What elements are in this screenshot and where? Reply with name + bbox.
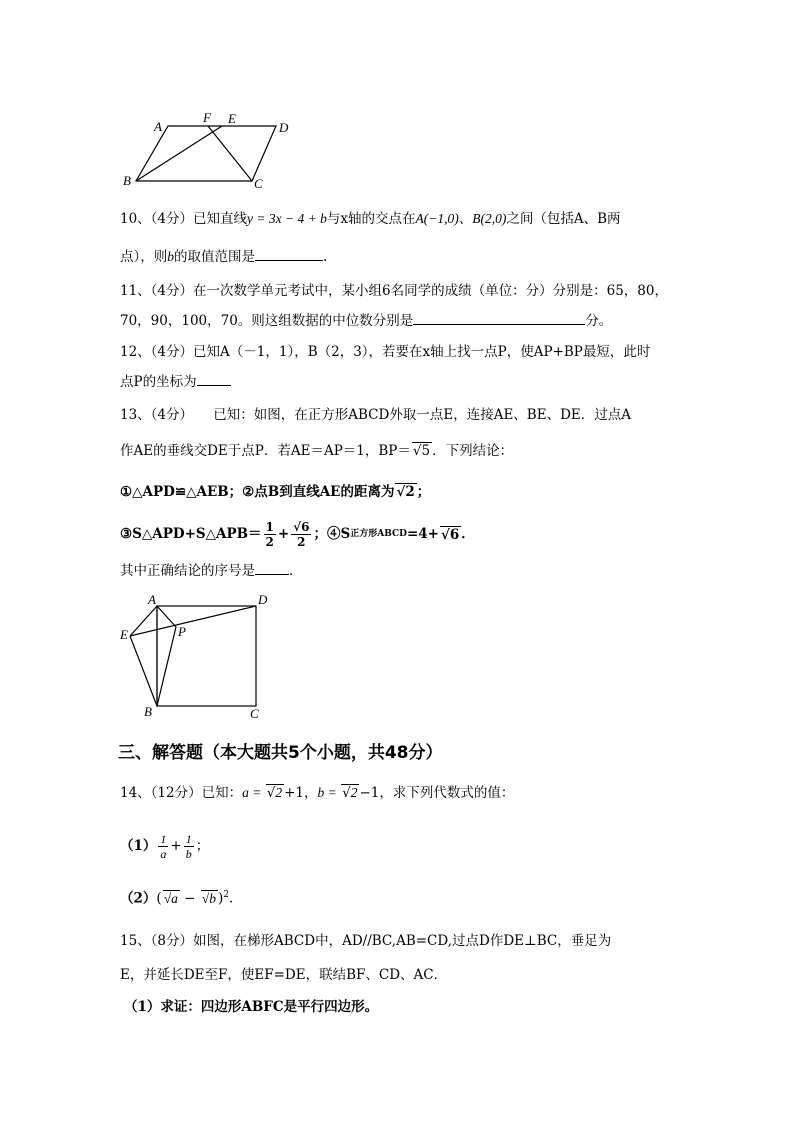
q14-comma: ，: [304, 785, 318, 801]
q13-c1-end: ；: [416, 484, 431, 500]
q14-plus: +: [170, 838, 182, 854]
q14-frac-1-over-b: [184, 832, 194, 861]
q13-plus: +: [277, 526, 290, 542]
question-10-line2: [120, 248, 327, 266]
question-13-line1: 13、（4分） 已知：如图，在正方形ABCD外取一点E，连接AE、BE、DE．过点A: [120, 407, 632, 423]
q13-final-end: ．: [289, 563, 303, 579]
q14-a-tail: +1: [284, 785, 304, 801]
label-p2: P: [178, 624, 186, 639]
question-14-line1: [120, 784, 514, 802]
label-c2: C: [250, 706, 259, 721]
segment-ce: [208, 126, 252, 181]
question-15-line3: （1）求证：四边形ABFC是平行四边形。: [124, 999, 379, 1015]
label-a: A: [154, 119, 162, 134]
question-12-line2: [120, 373, 231, 391]
segment-ae: [130, 606, 157, 636]
q13-sqrt6-value: 6: [449, 526, 460, 543]
q13-c4-end: ．: [461, 526, 475, 542]
q13-sqrt5-value: 5: [421, 443, 431, 459]
q13-frac1-num: 1: [265, 519, 274, 534]
q12-line2-text: 点P的坐标为: [120, 374, 197, 390]
q14-p1-end: ；: [195, 838, 210, 854]
q11-line2-text: 70，90，100，70。则这组数据的中位数分别是: [120, 313, 414, 329]
question-14-part2: [120, 886, 242, 908]
q13-sqrt5: √5: [412, 443, 431, 459]
label-a2: A: [148, 592, 156, 607]
square-abcd: [157, 606, 256, 706]
q14-frac2-num: 1: [185, 831, 192, 846]
q14-p2-open: (: [156, 890, 162, 907]
question-13-line2: [120, 442, 513, 460]
q10-mid: 与x轴的交点在: [326, 211, 416, 227]
q14-b-tail: −1: [359, 785, 380, 801]
q14-b-sqrt-value: 2: [350, 785, 358, 800]
label-d2: D: [258, 592, 268, 607]
label-e2: E: [120, 627, 128, 642]
q14-tail: ，求下列代数式的值：: [379, 785, 515, 801]
q14-frac1-den: a: [160, 846, 167, 861]
q14-p2-close: ): [217, 890, 224, 907]
segment-pb: [157, 627, 176, 706]
label-f: F: [203, 110, 211, 125]
q13-line2a: 作AE的垂线交DE于点P．若AE＝AP＝1，BP＝: [120, 443, 411, 459]
label-e: E: [228, 111, 236, 126]
parallelogram-abcd: [136, 126, 276, 181]
q10-line2-prefix: 点），则: [120, 249, 168, 265]
q14-b-eq: b =: [317, 785, 341, 800]
q14-a-sqrt: √2: [266, 785, 283, 801]
q13-frac1-den: 2: [265, 534, 274, 549]
q14-frac2-den: b: [185, 846, 192, 861]
q10-sep: 、: [458, 211, 473, 227]
q14-frac-1-over-a: [158, 832, 168, 861]
q10-var-b: b: [167, 249, 174, 264]
question-12-line1: 12、（4分）已知A（－1，1），B（2，3），若要在x轴上找一点P，使AP+BP最短，此时: [120, 344, 651, 360]
q14-p2-label: （2）: [120, 890, 157, 907]
q14-p2-sqrt-a-value: a: [171, 890, 178, 906]
label-d: D: [279, 120, 289, 135]
label-b: B: [123, 173, 131, 188]
q13-c1-text: ①△APD≌△AEB；②点B到直线AE的距离为: [120, 484, 395, 500]
label-b2: B: [144, 704, 152, 719]
q14-p2-sqrt-a: √a: [163, 890, 178, 906]
figure-square-abcd: [116, 592, 276, 722]
question-15-line1: 15、（8分）如图，在梯形ABCD中，AD//BC,AB=CD,过点D作DE⊥BC，垂足为: [120, 933, 612, 949]
q13-frac2-den: 2: [297, 534, 306, 549]
segment-ap: [157, 606, 176, 627]
q13-c3-tail: =4+: [406, 526, 439, 542]
q13-frac-half: [264, 520, 276, 549]
q14-b-sqrt: √2: [342, 785, 358, 801]
q14-p2-minus: −: [179, 890, 200, 907]
q14-p2-sqrt-b: √b: [201, 890, 216, 906]
q14-a-eq: a =: [242, 785, 265, 800]
q10-line2-tail: 的取值范围是: [174, 249, 255, 265]
q10-answer-blank[interactable]: [255, 248, 323, 261]
q13-sqrt6: √6: [440, 526, 460, 543]
q13-sqrt2-value: 2: [405, 484, 415, 500]
q14-p1-label: （1）: [120, 838, 157, 854]
q10-end: .: [323, 249, 328, 265]
q10-prefix: 10、（4分）已知直线: [120, 211, 248, 227]
q13-sqrt2: √2: [396, 484, 415, 500]
question-11-line1: 11、（4分）在一次数学单元考试中，某小组6名同学的成绩（单位：分）分别是：65，80，: [120, 283, 668, 299]
q13-line2b: ．下列结论：: [432, 443, 514, 459]
question-15-line2: E，并延长DE至F，使EF=DE，联结BF、CD、AC．: [120, 967, 448, 983]
q10-equation: y = 3x − 4 + b: [247, 211, 327, 226]
q13-frac2-num: √6: [293, 519, 310, 534]
q10-point-a: A(−1,0): [415, 211, 459, 226]
segment-ed: [130, 606, 256, 636]
q14-p2-exponent: 2: [223, 890, 229, 900]
q13-c3-text: ③S△APD+S△APB＝: [120, 526, 262, 542]
question-11-line2: [120, 312, 612, 330]
question-14-part1: [120, 828, 209, 864]
q14-prefix: 14、（12分）已知：: [120, 785, 243, 801]
q13-c3-subscript: 正方形ABCD: [350, 529, 407, 539]
q11-answer-blank[interactable]: [413, 312, 585, 325]
q14-p2-end: ．: [228, 890, 243, 907]
segment-bf: [136, 126, 222, 181]
q11-end: 分。: [585, 313, 613, 329]
question-13-conclusion-1-2: [120, 483, 430, 501]
section-3-title: 三、解答题（本大题共5个小题，共48分）: [118, 743, 443, 763]
q13-final-text: 其中正确结论的序号是: [120, 563, 255, 579]
figure-parallelogram: [118, 106, 298, 192]
q10-point-b: B(2,0): [472, 211, 507, 226]
question-13-conclusion-3-4: [120, 516, 475, 552]
q10-tail: 之间（包括A、B两: [506, 211, 621, 227]
q12-answer-blank[interactable]: [197, 373, 231, 386]
q14-p2-sqrt-b-value: b: [209, 890, 216, 906]
q13-c3-mid: ；④S: [313, 526, 351, 542]
q13-answer-blank[interactable]: [255, 562, 289, 575]
question-13-final-line: [120, 562, 303, 580]
q14-frac1-num: 1: [160, 831, 167, 846]
q13-frac-sqrt6-half: [291, 520, 311, 549]
q14-a-sqrt-value: 2: [275, 785, 283, 800]
question-10-line1: [120, 210, 621, 228]
label-c: C: [254, 176, 263, 191]
segment-eb: [130, 636, 157, 706]
